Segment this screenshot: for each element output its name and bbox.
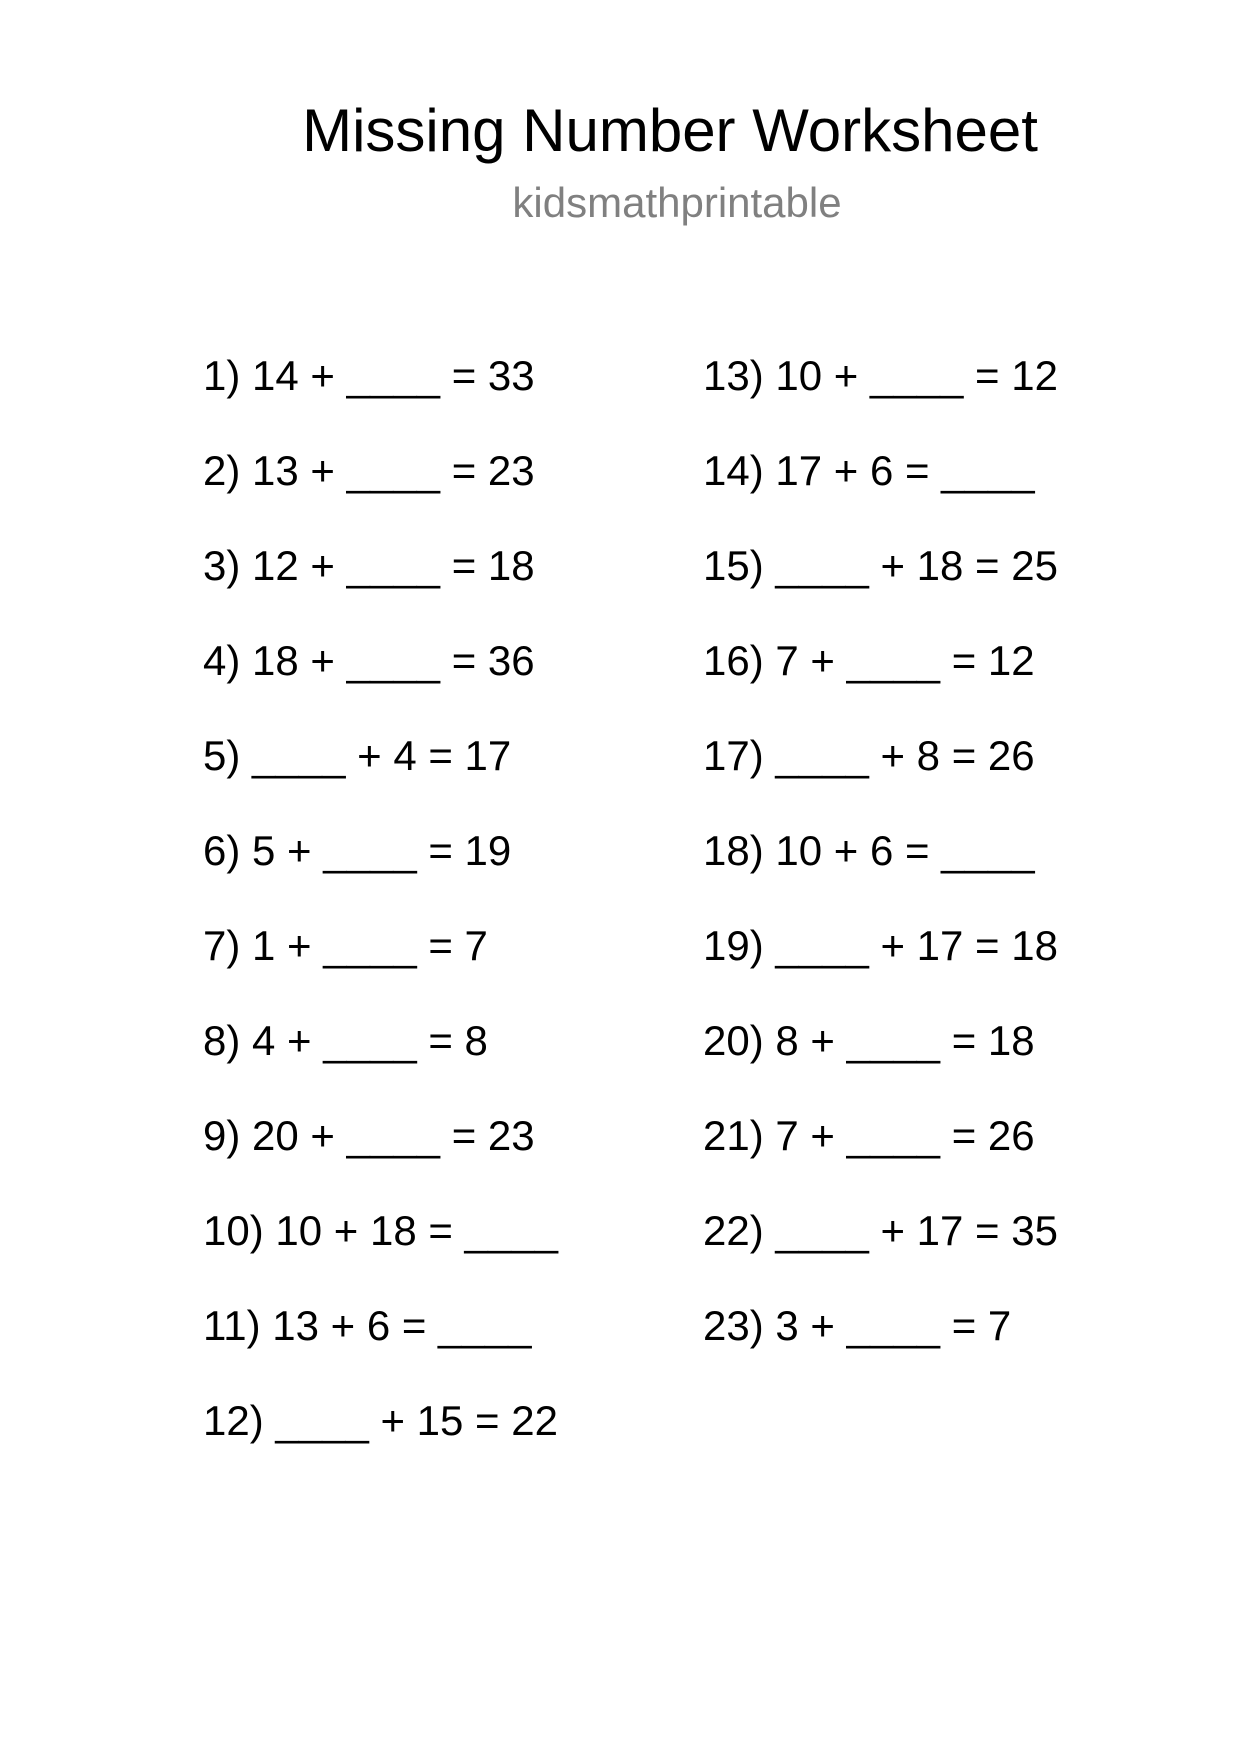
problem-18: 18) 10 + 6 = ____ xyxy=(703,827,1035,874)
problem-1: 1) 14 + ____ = 33 xyxy=(203,352,535,399)
problem-21: 21) 7 + ____ = 26 xyxy=(703,1112,1035,1159)
problem-23: 23) 3 + ____ = 7 xyxy=(703,1302,1012,1349)
problem-7: 7) 1 + ____ = 7 xyxy=(203,922,488,969)
problem-9: 9) 20 + ____ = 23 xyxy=(203,1112,535,1159)
problems-column-right xyxy=(703,352,1058,1397)
problem-16: 16) 7 + ____ = 12 xyxy=(703,637,1035,684)
problem-11: 11) 13 + 6 = ____ xyxy=(203,1302,532,1349)
problem-6: 6) 5 + ____ = 19 xyxy=(203,827,512,874)
problem-20: 20) 8 + ____ = 18 xyxy=(703,1017,1035,1064)
problem-17: 17) ____ + 8 = 26 xyxy=(703,732,1035,779)
problem-4: 4) 18 + ____ = 36 xyxy=(203,637,535,684)
problem-2: 2) 13 + ____ = 23 xyxy=(203,447,535,494)
problem-13: 13) 10 + ____ = 12 xyxy=(703,352,1058,399)
problems-column-left xyxy=(203,352,558,1492)
problem-3: 3) 12 + ____ = 18 xyxy=(203,542,535,589)
problem-8: 8) 4 + ____ = 8 xyxy=(203,1017,488,1064)
worksheet-subtitle: kidsmathprintable xyxy=(512,179,842,226)
problem-14: 14) 17 + 6 = ____ xyxy=(703,447,1035,494)
problem-15: 15) ____ + 18 = 25 xyxy=(703,542,1058,589)
problem-19: 19) ____ + 17 = 18 xyxy=(703,922,1058,969)
problem-12: 12) ____ + 15 = 22 xyxy=(203,1397,558,1444)
problem-10: 10) 10 + 18 = ____ xyxy=(203,1207,558,1254)
problem-5: 5) ____ + 4 = 17 xyxy=(203,732,512,779)
problem-22: 22) ____ + 17 = 35 xyxy=(703,1207,1058,1254)
worksheet-title: Missing Number Worksheet xyxy=(302,97,1038,164)
